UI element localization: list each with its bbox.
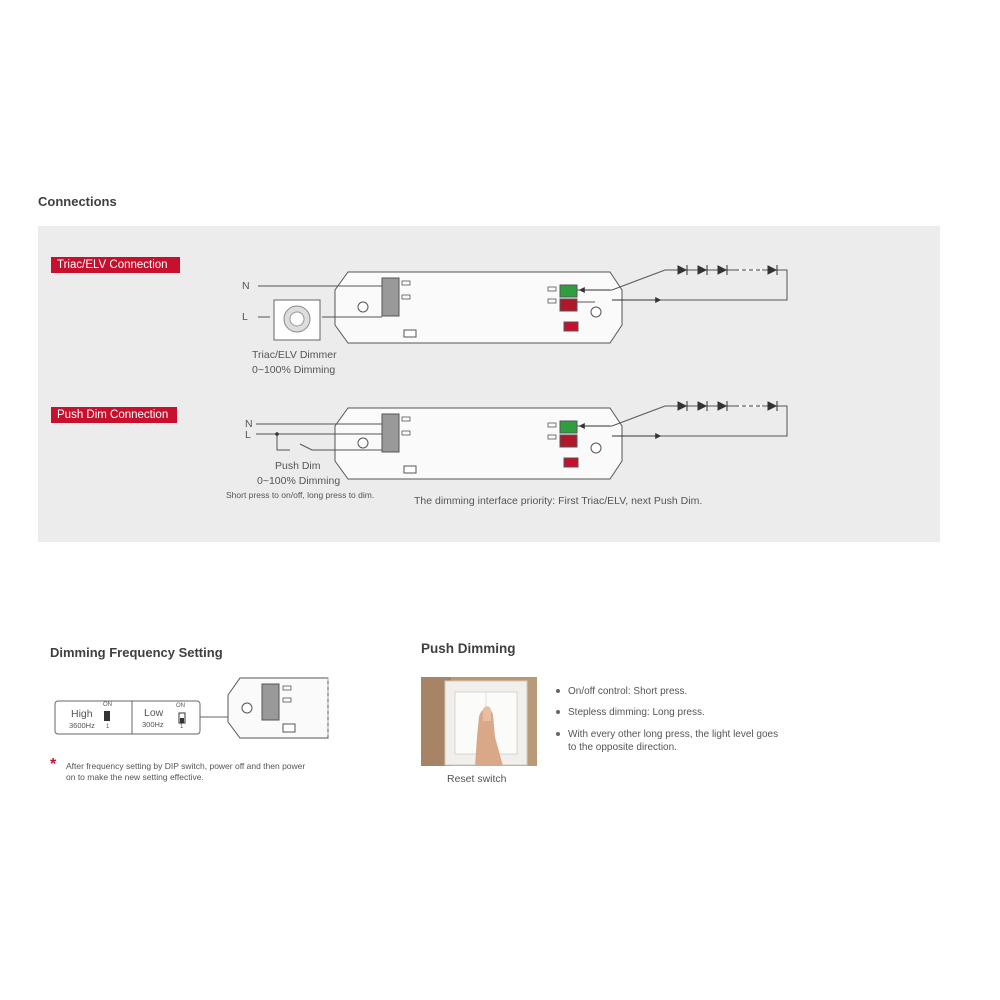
- photo-caption: Reset switch: [447, 773, 507, 785]
- bullet-dot-icon: [556, 732, 560, 736]
- frequency-title: Dimming Frequency Setting: [50, 645, 223, 660]
- bullet-dot-icon: [556, 710, 560, 714]
- low-switch-pos: 1: [180, 724, 184, 730]
- terminal-red: [560, 299, 577, 311]
- high-value: 3600Hz: [69, 721, 95, 730]
- high-label: High: [71, 708, 93, 720]
- low-label: Low: [144, 707, 164, 719]
- frequency-note-line2: on to make the new setting effective.: [66, 772, 204, 782]
- bullet-text: Stepless dimming: Long press.: [568, 707, 705, 718]
- high-switch-on: ON: [103, 702, 112, 708]
- triac-l-label: L: [242, 311, 248, 323]
- push-dim-name: Push Dim: [275, 460, 321, 472]
- bullet-dot-icon: [556, 689, 560, 693]
- bullet-text: With every other long press, the light level goes: [568, 729, 779, 740]
- triac-connection-tag: Triac/ELV Connection: [51, 257, 180, 273]
- reset-switch-photo: [421, 677, 537, 766]
- low-value: 300Hz: [142, 720, 164, 729]
- push-dim-connection-tag: Push Dim Connection: [51, 407, 177, 423]
- priority-note: The dimming interface priority: First Triac/ELV, next Push Dim.: [414, 495, 703, 507]
- push-dimming-title: Push Dimming: [421, 641, 516, 656]
- bullet-item: [556, 685, 687, 698]
- triac-dimmer-name: Triac/ELV Dimmer: [252, 349, 337, 361]
- high-switch-pos: 1: [106, 724, 110, 730]
- connections-title: Connections: [38, 194, 117, 209]
- triac-n-label: N: [242, 280, 250, 292]
- triac-driver-unit: [335, 272, 622, 343]
- bullet-item: [556, 728, 778, 741]
- push-n-label: N: [245, 418, 253, 430]
- triac-dimmer-icon: [274, 300, 320, 340]
- bullet-text-continued: to the opposite direction.: [568, 742, 677, 753]
- terminal-green: [560, 285, 577, 297]
- bullet-item: [556, 706, 705, 719]
- bullet-text: On/off control: Short press.: [568, 686, 688, 697]
- frequency-driver-unit: [228, 678, 328, 738]
- low-switch-on: ON: [176, 703, 185, 709]
- push-l-label: L: [245, 429, 251, 441]
- push-dim-range: 0~100% Dimming: [257, 475, 341, 487]
- asterisk-icon: *: [50, 756, 57, 773]
- push-driver-unit: [335, 408, 622, 479]
- frequency-note-line1: After frequency setting by DIP switch, power off and then power: [66, 761, 306, 771]
- triac-dimmer-range: 0~100% Dimming: [252, 364, 336, 376]
- push-dim-note: Short press to on/off, long press to dim.: [226, 490, 375, 500]
